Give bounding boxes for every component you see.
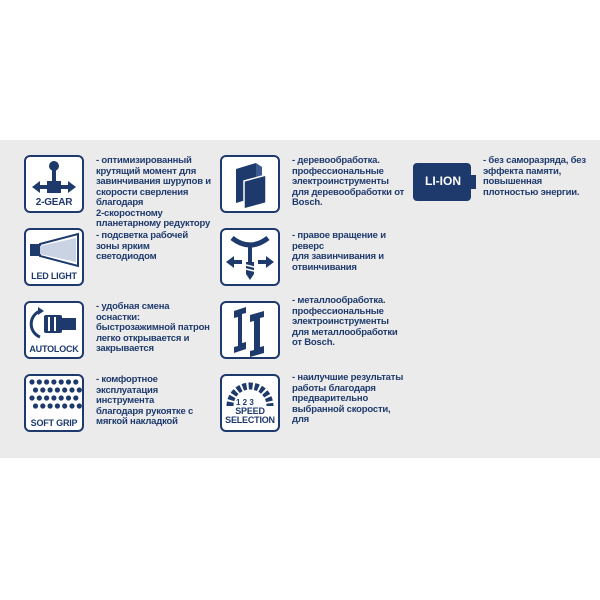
gear-label: 2-GEAR <box>35 197 73 208</box>
metal-description: - металлообработка. профессиональные электроинструменты для металлообработки от Bosch. <box>292 295 398 348</box>
battery-icon <box>413 163 471 201</box>
speed-description: - наилучшие результаты работы благодаря предварительно выбранной скорости, для <box>292 372 404 425</box>
wood-description: - деревообработка. профессиональные электроинструменты для деревообработки от Bosch. <box>292 155 405 208</box>
speed-label: SPEED SELECTION <box>225 406 275 425</box>
led-description: - подсветка рабочей зоны ярким светодиодом <box>96 230 188 262</box>
reverse-description: - правое вращение и реверс для завинчивания и отвинчивания <box>292 230 386 273</box>
softgrip-description: - комфортное эксплуатация инструмента благодаря рукоятке с мягкой накладкой <box>96 374 194 427</box>
grip-dots-icon <box>24 374 84 432</box>
speed-dial-icon <box>220 374 280 432</box>
autolock-label: AUTOLOCK <box>29 344 79 354</box>
led-label: LED LIGHT <box>31 271 77 281</box>
metal-beam-icon <box>220 301 280 359</box>
liion-description: - без саморазряда, без эффекта памяти, повышенная плотностью энергии. <box>483 155 586 198</box>
wood-plank-icon <box>220 155 280 213</box>
speed-dial-numbers: 1 2 3 <box>236 398 254 407</box>
flashlight-icon <box>24 228 84 286</box>
chuck-icon <box>24 301 84 359</box>
softgrip-label: SOFT GRIP <box>30 418 78 428</box>
liion-label: LI-ION <box>417 172 469 190</box>
battery-terminal <box>470 175 476 189</box>
gear-description: - оптимизированный крутящий момент для завинчивания шурупов и скорости сверления благодаря 2-скоростному планетарному редуктору <box>96 155 211 229</box>
autolock-description: - удобная смена оснастки: быстрозажимной патрон легко открывается и закрывается <box>96 301 210 354</box>
reverse-arrows-icon <box>220 228 280 286</box>
gear-lever-icon <box>24 155 84 213</box>
